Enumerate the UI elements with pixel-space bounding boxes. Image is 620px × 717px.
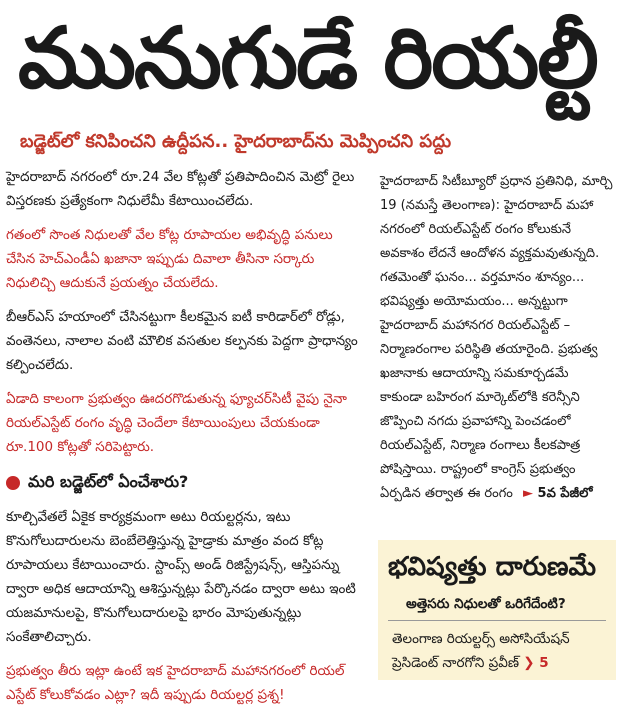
right-column — [378, 170, 616, 506]
continued-arrow-icon: ► — [523, 486, 534, 501]
continued-reference — [523, 482, 592, 506]
paragraph-metro: హైదరాబాద్ నగరంలో రూ.24 వేల కోట్లతో ప్రతిపాదించిన మెట్రో రైలు విస్తరణకు ప్రత్యేకంగా నిధులేమీ కేటాయించలేదు. — [6, 169, 355, 209]
infobox-subtitle: అత్తెసరు నిధులతో ఒరిగేదేంటి? — [406, 596, 566, 612]
continued-page-label: 5వ పేజీలో — [537, 486, 593, 501]
page-reference: ❯ 5 — [523, 655, 549, 671]
section-heading-text: మరి బడ్జెట్‌లో ఏంచేశారు? — [28, 472, 189, 491]
infobox — [378, 540, 616, 680]
section-heading — [6, 469, 372, 495]
page-number: 5 — [539, 655, 549, 671]
paragraph-hydra: కూల్చివేతలే ఏకైక కార్యక్రమంగా అటు రియల్టర్లను, ఇటు కొనుగోలుదారులను బెంబేలెత్తిస్తున్న హైడ్రాకు మాత్రం వంద కోట్ల రూపాయలు కేటాయించారు. స్టాంప్స్ అండ్ రిజిస్ట్రేషన్స్, ఆస్తిపన్ను ద్వారా అధిక ఆదాయాన్ని ఆశిస్తున్నట్లు పేర్కొనడం ద్వారా అటు ఇంటి యజమానులపై, కొనుగోలుదారులపై భారం మోపుతున్నట్లు సంకేతాలిచ్చారు. — [6, 509, 356, 645]
right-body-text: హైదరాబాద్ సిటీబ్యూరో ప్రధాన ప్రతినిధి, మార్చి 19 (నమస్తే తెలంగాణ): హైదరాబాద్ మహా నగరంలో రియల్‌ఎస్టేట్ రంగం కోలుకునే అవకాశం లేదనే ఆందోళన వ్యక్తమవుతున్నది. గతమెంతో ఘనం... వర్తమానం శూన్యం... భవిష్యత్తు అయోమయం... అన్నట్టుగా హైదరాబాద్ మహానగర రియల్‌ఎస్టేట్ – నిర్మాణరంగాల పరిస్థితి తయారైంది. ప్రభుత్వ ఖజానాకు ఆదాయాన్ని సమకూర్చడమే కాకుండా బహిరంగ మార్కెట్‌లోకి కరెన్సీని జొప్పించి నగదు ప్రవాహాన్ని పెంచడంలో రియల్‌ఎస్టేట్, నిర్మాణ రంగాలు కీలకపాత్ర పోషిస్తాయి. రాష్ట్రంలో కాంగ్రెస్ ప్రభుత్వం ఏర్పడిన తర్వాత ఈ రంగం — [380, 174, 613, 501]
paragraph-it-corridor: బీఆర్‌ఎస్ హయాంలో చేసినట్టుగా కీలకమైన ఐటీ కారిడార్‌లో రోడ్లు, వంతెనలు, నాలాల వంటి మౌలిక వసతుల కల్పనకు పెద్దగా ప్రాధాన్యం కల్పించలేదు. — [6, 309, 358, 373]
infobox-title: భవిష్యత్తు దారుణమే — [388, 552, 597, 582]
headline-area — [0, 0, 620, 120]
headline: మునుగుడే రియల్టీ — [18, 9, 597, 107]
paragraph-hmda: గతంలో సొంత నిధులతో వేల కోట్ల రూపాయల అభివృద్ధి పనులు చేసిన హెచ్‌ఎండీఏ ఖజానా ఇప్పుడు దివాలా తీసినా సర్కారు నిధులిచ్చి ఆదుకునే ప్రయత్నం చేయలేదు. — [6, 227, 333, 291]
right-body — [380, 170, 614, 506]
left-column — [0, 165, 372, 717]
infobox-line-association: తెలంగాణ రియల్టర్స్ అసోసియేషన్ — [392, 631, 570, 647]
paragraph-realtors-question: ప్రభుత్వం తీరు ఇట్లా ఉంటే ఇక హైదరాబాద్ మహానగరంలో రియల్ ఎస్టేట్ కోలుకోవడం ఎట్లా? ఇదీ ఇప్పుడు రియల్టర్ల ప్రశ్న! — [6, 663, 345, 703]
infobox-line-president — [392, 652, 549, 674]
bullet-icon — [6, 476, 20, 490]
subheadline: బడ్జెట్‌లో కనిపించని ఉద్దీపన.. హైదరాబాద్‌ను మెప్పించని పద్దు — [20, 131, 452, 152]
infobox-president-name: ప్రెసిడెంట్ నారగోని ప్రవీణ్ — [392, 655, 519, 671]
infobox-divider — [388, 620, 606, 621]
paragraph-future-city: ఏడాది కాలంగా ప్రభుత్వం ఊదరగొడుతున్న ఫ్యూచర్‌సిటీ వైపు నైనా రియల్‌ఎస్టేట్ రంగం వృద్ధి చెందేలా కేటాయింపులు చేయకుండా రూ.100 కోట్లతో సరిపెట్టారు. — [6, 391, 347, 455]
